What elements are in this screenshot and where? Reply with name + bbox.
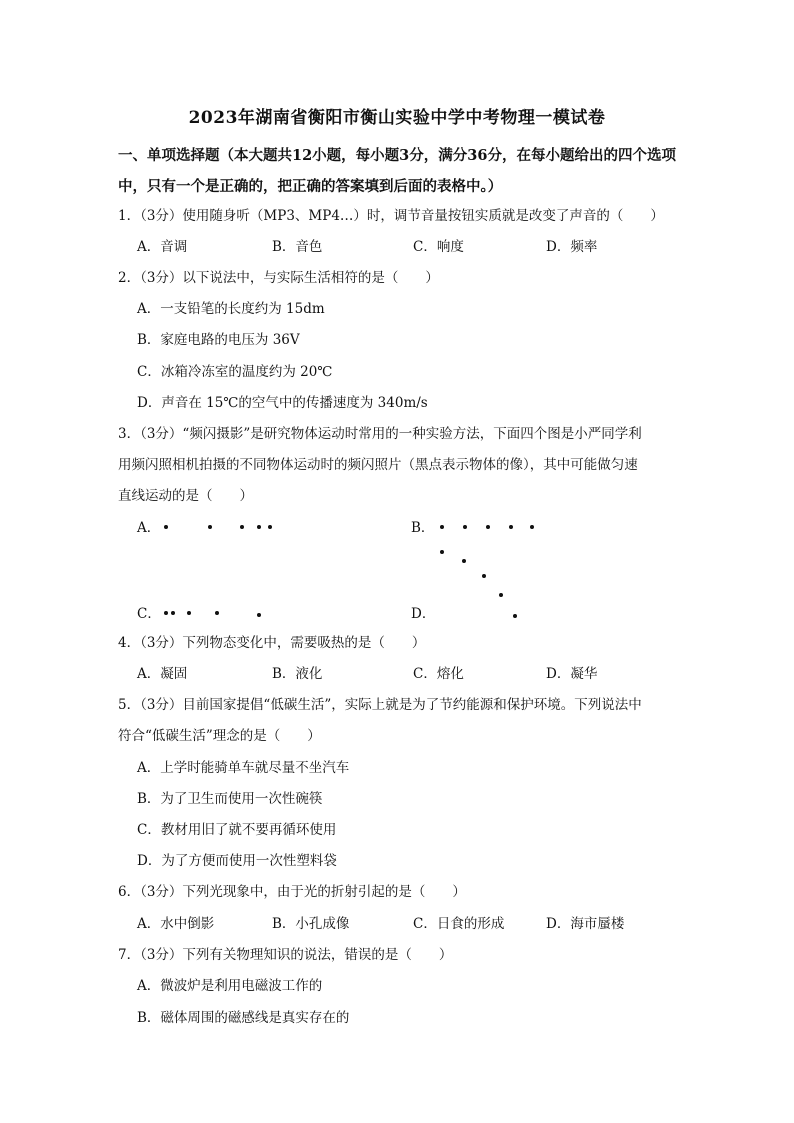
question-3-stem-line-2: 用频闪照相机拍摄的不同物体运动时的频闪照片（黑点表示物体的像），其中可能做匀速 bbox=[118, 457, 638, 473]
strobe-dot bbox=[440, 550, 444, 554]
strobe-dot bbox=[499, 593, 503, 597]
question-1-stem: 1．（3分）使用随身听（MP3、MP4…）时，调节音量按钮实质就是改变了声音的（ ） bbox=[118, 208, 664, 224]
strobe-dot bbox=[463, 525, 467, 529]
question-3-option-a: A． bbox=[137, 520, 161, 536]
strobe-dot bbox=[530, 525, 534, 529]
strobe-dot bbox=[482, 574, 486, 578]
question-2-option-d: D．声音在 15℃的空气中的传播速度为 340m/s bbox=[137, 395, 428, 411]
question-1-option-b: B．音色 bbox=[272, 239, 323, 255]
question-1-option-a: A．音调 bbox=[137, 239, 188, 255]
section-heading-line-1: 一、单项选择题（本大题共12小题，每小题3分，满分36分，在每小题给出的四个选项 bbox=[118, 147, 676, 164]
strobe-dot bbox=[215, 611, 219, 615]
question-4-option-b: B．液化 bbox=[272, 666, 323, 682]
question-6-stem: 6．（3分）下列光现象中，由于光的折射引起的是（ ） bbox=[118, 884, 466, 900]
question-3-option-b: B． bbox=[411, 520, 435, 536]
question-6-option-a: A．水中倒影 bbox=[137, 916, 215, 932]
strobe-dot bbox=[257, 613, 261, 617]
strobe-dot bbox=[513, 614, 517, 618]
question-5-stem-line-1: 5．（3分）目前国家提倡“低碳生活”，实际上就是为了节约能源和保护环境。下列说法中 bbox=[118, 697, 642, 713]
strobe-dot bbox=[440, 525, 444, 529]
question-6-option-d: D．海市蜃楼 bbox=[546, 916, 625, 932]
question-5-option-b: B．为了卫生而使用一次性碗筷 bbox=[137, 791, 323, 807]
question-5-option-a: A．上学时能骑单车就尽量不坐汽车 bbox=[137, 760, 350, 776]
question-6-option-c: C．日食的形成 bbox=[413, 916, 505, 932]
question-4-stem: 4．（3分）下列物态变化中，需要吸热的是（ ） bbox=[118, 635, 426, 651]
question-4-option-a: A．凝固 bbox=[137, 666, 188, 682]
question-5-option-d: D．为了方便而使用一次性塑料袋 bbox=[137, 853, 337, 869]
question-4-option-d: D．凝华 bbox=[546, 666, 598, 682]
question-2-option-b: B．家庭电路的电压为 36V bbox=[137, 332, 300, 348]
question-3-stem-line-1: 3．（3分）“频闪摄影”是研究物体运动时常用的一种实验方法，下面四个图是小严同学利 bbox=[118, 426, 642, 442]
question-3-option-c: C． bbox=[137, 606, 161, 622]
question-7-option-a: A．微波炉是利用电磁波工作的 bbox=[137, 978, 323, 994]
question-7-stem: 7．（3分）下列有关物理知识的说法，错误的是（ ） bbox=[118, 947, 453, 963]
strobe-dot bbox=[257, 525, 261, 529]
strobe-dot bbox=[268, 525, 272, 529]
question-2-option-a: A．一支铅笔的长度约为 15dm bbox=[137, 301, 325, 317]
strobe-dot bbox=[171, 611, 175, 615]
question-2-stem: 2．（3分）以下说法中，与实际生活相符的是（ ） bbox=[118, 270, 439, 286]
question-3-stem-line-3: 直线运动的是（ ） bbox=[118, 488, 253, 504]
question-5-option-c: C．教材用旧了就不要再循环使用 bbox=[137, 822, 337, 838]
strobe-dot bbox=[164, 611, 168, 615]
question-1-option-d: D．频率 bbox=[546, 239, 598, 255]
question-3-option-d: D． bbox=[411, 606, 436, 622]
strobe-dot bbox=[164, 525, 168, 529]
strobe-dot bbox=[187, 611, 191, 615]
strobe-dot bbox=[240, 525, 244, 529]
strobe-dot bbox=[208, 525, 212, 529]
question-1-option-c: C．响度 bbox=[413, 239, 464, 255]
question-5-stem-line-2: 符合“低碳生活”理念的是（ ） bbox=[118, 728, 321, 744]
question-4-option-c: C．熔化 bbox=[413, 666, 464, 682]
question-2-option-c: C．冰箱冷冻室的温度约为 20℃ bbox=[137, 364, 333, 380]
page-title: 2023年湖南省衡阳市衡山实验中学中考物理一模试卷 bbox=[188, 108, 606, 128]
section-heading-line-2: 中，只有一个是正确的，把正确的答案填到后面的表格中。） bbox=[118, 178, 503, 195]
strobe-dot bbox=[462, 559, 466, 563]
strobe-dot bbox=[486, 525, 490, 529]
strobe-dot bbox=[509, 525, 513, 529]
question-6-option-b: B．小孔成像 bbox=[272, 916, 350, 932]
question-7-option-b: B．磁体周围的磁感线是真实存在的 bbox=[137, 1010, 350, 1026]
